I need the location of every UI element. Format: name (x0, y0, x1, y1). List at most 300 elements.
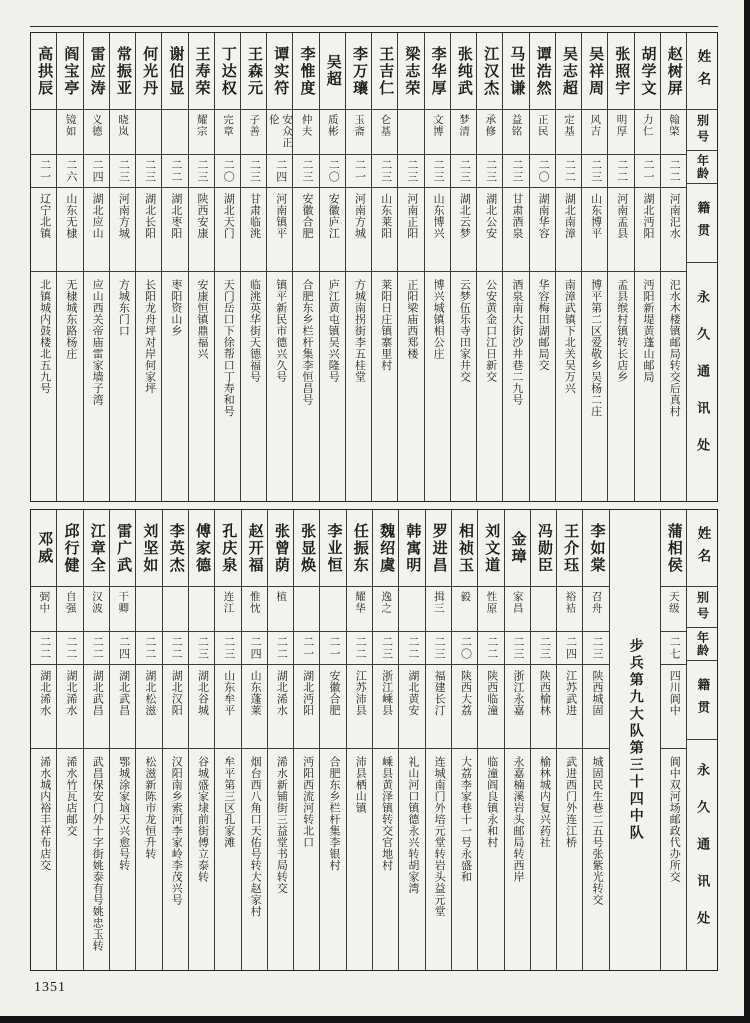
person-column (504, 510, 530, 970)
person-address: 城固民生巷二五号张紫光转交 (590, 756, 603, 906)
person-name: 丁达权 (215, 33, 240, 110)
header-address: 永久通讯处 (695, 289, 711, 475)
roster-table-bottom (30, 509, 718, 971)
person-column (109, 33, 135, 501)
person-address: 嵊县黄泽镇转交官地村 (380, 756, 393, 871)
person-native-place: 湖北浠水 (268, 665, 293, 749)
person-age: 二七 (661, 632, 686, 665)
page-content (30, 26, 718, 971)
person-alias: 完章 (215, 110, 240, 155)
person-native-place: 陕西临潼 (478, 665, 503, 749)
person-age: 二〇 (320, 155, 345, 188)
person-name: 赵开福 (242, 510, 267, 587)
person-alias: 益铭 (503, 110, 528, 155)
person-native-place: 湖北谷城 (189, 665, 214, 749)
person-alias: 子善 (241, 110, 266, 155)
person-column (240, 33, 266, 501)
person-name: 冯勋臣 (531, 510, 556, 587)
person-address: 大荔李家巷十一号永盛和 (459, 756, 472, 883)
person-name: 吴超 (320, 33, 345, 110)
person-name: 张显焕 (294, 510, 319, 587)
person-age: 二三 (373, 632, 398, 665)
person-column (56, 510, 82, 970)
person-alias: 自强 (57, 587, 82, 632)
person-address: 公安黄金口江日新交 (484, 279, 497, 383)
person-address: 礼山河口镇德永兴转胡家湾 (406, 756, 419, 894)
person-address: 酒泉南大街沙井巷二九号 (510, 279, 523, 406)
person-column (56, 33, 82, 501)
unit-section-column: 步兵第九大队第三十四中队 (609, 510, 660, 970)
person-column (266, 33, 292, 501)
person-column (188, 510, 214, 970)
person-name: 王吉仁 (372, 33, 397, 110)
person-native-place: 湖北武昌 (110, 665, 135, 749)
person-native-place: 辽宁北镇 (31, 188, 56, 272)
person-alias: 梦清 (451, 110, 476, 155)
person-address: 临潼阎良镇永和村 (485, 756, 498, 848)
person-alias: 定基 (556, 110, 581, 155)
person-age: 二三 (372, 155, 397, 188)
person-column (582, 510, 608, 970)
person-address: 云梦伍乐寺田家井交 (458, 279, 471, 383)
person-column (581, 33, 607, 501)
person-name: 刘文道 (478, 510, 503, 587)
person-address: 应山西关帝庙雷家墙子湾 (91, 279, 104, 406)
person-native-place: 甘肃酒泉 (503, 188, 528, 272)
person-age: 二四 (110, 632, 135, 665)
person-address: 临洮英华街天德福号 (248, 279, 261, 383)
person-native-place: 山东无棣 (57, 188, 82, 272)
person-address: 武进西门外连江桥 (564, 756, 577, 848)
person-address: 南漳武镇下北关吴万兴 (563, 279, 576, 394)
person-alias (136, 110, 161, 155)
person-name: 李英杰 (163, 510, 188, 587)
person-name: 吴祥周 (582, 33, 607, 110)
person-alias: 耀华 (347, 587, 372, 632)
person-column (109, 510, 135, 970)
person-name: 梁志荣 (398, 33, 423, 110)
person-column (346, 510, 372, 970)
person-address: 汉阳南乡索河李家岭李茂兴号 (170, 756, 183, 906)
person-age: 二三 (426, 632, 451, 665)
person-age: 二六 (57, 155, 82, 188)
person-address: 鄂城涂家垴天兴愈号转 (117, 756, 130, 871)
person-age: 二二 (661, 155, 686, 188)
person-native-place: 山东博平 (582, 188, 607, 272)
person-alias: 义德 (84, 110, 109, 155)
person-address: 阆中双河场邮政代办所交 (668, 756, 681, 883)
header-native: 籍贯 (687, 661, 717, 740)
person-column (424, 33, 450, 501)
person-column (83, 510, 109, 970)
person-name: 李万瓖 (346, 33, 371, 110)
person-alias: 安众正伦 (267, 110, 292, 155)
person-native-place: 浙江永嘉 (505, 665, 530, 749)
person-age: 二一 (635, 155, 660, 188)
person-column (371, 33, 397, 501)
person-age: 二三 (451, 155, 476, 188)
person-column (214, 33, 240, 501)
person-name: 常振亚 (110, 33, 135, 110)
person-native-place: 安徽合肥 (320, 665, 345, 749)
person-age: 二二 (478, 632, 503, 665)
person-age: 二二 (57, 632, 82, 665)
person-native-place: 陕西大荔 (452, 665, 477, 749)
person-age: 二三 (110, 155, 135, 188)
person-native-place: 湖北应山 (84, 188, 109, 272)
person-name: 江章全 (84, 510, 109, 587)
person-age: 二二 (163, 632, 188, 665)
person-alias: 逸之 (373, 587, 398, 632)
person-alias: 连江 (215, 587, 240, 632)
person-alias (531, 587, 556, 632)
person-native-place: 山东牟平 (215, 665, 240, 749)
person-column (319, 33, 345, 501)
person-address: 孟县缑村镇转长店乡 (615, 279, 628, 383)
header-column (686, 510, 717, 970)
person-address: 天门岳口下徐帮口丁寿和号 (222, 279, 235, 417)
person-alias: 植 (268, 587, 293, 632)
person-name: 阎宝亭 (57, 33, 82, 110)
person-address: 合肥东乡栏杆集李恒昌号 (300, 279, 313, 406)
person-address: 榆林城内复兴药社 (538, 756, 551, 848)
person-age: 二三 (531, 632, 556, 665)
person-age: 二二 (399, 632, 424, 665)
header-name: 姓名 (687, 33, 717, 110)
person-native-place: 浙江嵊县 (373, 665, 398, 749)
person-column (660, 510, 686, 970)
person-native-place: 湖北浠水 (31, 665, 56, 749)
person-alias: 性原 (478, 587, 503, 632)
person-age: 二三 (582, 155, 607, 188)
person-age: 二二 (162, 155, 187, 188)
person-column (319, 510, 345, 970)
person-age: 二二 (268, 632, 293, 665)
person-name: 孔庆泉 (215, 510, 240, 587)
page-number: 1351 (34, 980, 66, 995)
person-native-place: 陕西城固 (583, 665, 608, 749)
person-address: 正阳梁庙西郑楼 (405, 279, 418, 360)
person-alias: 明厚 (608, 110, 633, 155)
person-native-place: 河南镇平 (267, 188, 292, 272)
person-alias: 汉波 (84, 587, 109, 632)
person-native-place: 湖北沔阳 (635, 188, 660, 272)
person-address: 永嘉楠溪岩头邮局转西岸 (512, 756, 525, 883)
person-alias (31, 110, 56, 155)
header-native: 籍贯 (687, 184, 717, 263)
person-age: 二三 (505, 632, 530, 665)
person-name: 谭浩然 (530, 33, 555, 110)
person-native-place: 湖南华容 (530, 188, 555, 272)
header-column (686, 33, 717, 501)
person-age: 二二 (136, 632, 161, 665)
person-address: 安康恒镇鼎福兴 (196, 279, 209, 360)
person-alias (163, 587, 188, 632)
person-address: 莱阳日庄镇寨里村 (379, 279, 392, 371)
person-address: 武昌保安门外十字街姚泰有号姚忠玉转 (91, 756, 104, 952)
person-column (161, 33, 187, 501)
person-column (555, 33, 581, 501)
person-native-place: 湖北枣阳 (162, 188, 187, 272)
person-name: 张曾荫 (268, 510, 293, 587)
person-alias: 正民 (530, 110, 555, 155)
person-address: 谷城盛家埭前街傅立泰转 (196, 756, 209, 883)
person-age: 二三 (425, 155, 450, 188)
person-age: 二三 (189, 632, 214, 665)
person-address: 连城南门外培元堂转岩头益元堂 (433, 756, 446, 917)
person-alias (189, 587, 214, 632)
person-native-place: 福建长汀 (426, 665, 451, 749)
scan-edge-bottom (0, 1016, 750, 1023)
person-name: 金璋 (505, 510, 530, 587)
person-column (502, 33, 528, 501)
person-native-place: 河南汜水 (661, 188, 686, 272)
person-native-place: 甘肃临洮 (241, 188, 266, 272)
person-native-place: 河南方城 (346, 188, 371, 272)
person-alias (294, 587, 319, 632)
person-alias: 文博 (425, 110, 450, 155)
person-address: 博平第二区爱敬乡吴杨二庄 (589, 279, 602, 417)
person-name: 谢伯显 (162, 33, 187, 110)
person-age: 二三 (241, 155, 266, 188)
person-name: 雷广武 (110, 510, 135, 587)
person-column (83, 33, 109, 501)
person-alias: 惟忱 (242, 587, 267, 632)
person-alias: 质彬 (320, 110, 345, 155)
header-age: 年龄 (687, 628, 717, 661)
person-name: 邓威 (31, 510, 56, 587)
person-address: 浠水城内裕丰祥布店交 (38, 756, 51, 871)
person-column (529, 33, 555, 501)
person-alias: 翰棨 (661, 110, 686, 155)
person-address: 北镇城内鼓楼北五九号 (38, 279, 51, 394)
person-age: 二二 (347, 632, 372, 665)
person-column (241, 510, 267, 970)
person-age: 二〇 (215, 155, 240, 188)
header-alias: 别号 (687, 587, 717, 628)
person-name: 韩寓明 (399, 510, 424, 587)
person-alias: 承修 (477, 110, 502, 155)
person-name: 江汉杰 (477, 33, 502, 110)
person-column (214, 510, 240, 970)
person-column (397, 33, 423, 501)
person-native-place: 湖北松滋 (136, 665, 161, 749)
person-alias: 召舟 (583, 587, 608, 632)
person-name: 相祯玉 (452, 510, 477, 587)
person-native-place: 湖北黄安 (399, 665, 424, 749)
person-address: 烟台西八角口天佑号转大赵家村 (249, 756, 262, 917)
person-native-place: 四川阆中 (661, 665, 686, 749)
person-native-place: 湖北浠水 (57, 665, 82, 749)
person-name: 胡学文 (635, 33, 660, 110)
person-age: 二一 (31, 155, 56, 188)
person-age: 二四 (557, 632, 582, 665)
person-name: 李如棠 (583, 510, 608, 587)
person-alias (399, 587, 424, 632)
person-name: 任振东 (347, 510, 372, 587)
person-alias: 天级 (661, 587, 686, 632)
roster-table-top (30, 32, 718, 502)
header-alias: 别号 (687, 110, 717, 151)
person-column (31, 510, 56, 970)
person-column (530, 510, 556, 970)
person-column (398, 510, 424, 970)
person-address: 无棣城东路杨庄 (64, 279, 77, 360)
person-native-place: 山东蓬莱 (242, 665, 267, 749)
person-column (162, 510, 188, 970)
person-name: 何光丹 (136, 33, 161, 110)
person-age: 二三 (189, 155, 214, 188)
person-column (634, 33, 660, 501)
person-column (135, 33, 161, 501)
person-age: 二一 (320, 632, 345, 665)
person-age: 二三 (293, 155, 318, 188)
person-name: 傅家德 (189, 510, 214, 587)
person-age: 二三 (215, 632, 240, 665)
person-alias: 仲夫 (293, 110, 318, 155)
person-alias: 力仁 (635, 110, 660, 155)
person-address: 方城东门口 (117, 279, 130, 337)
person-age: 二三 (136, 155, 161, 188)
person-name: 王森元 (241, 33, 266, 110)
person-alias: 玉斋 (346, 110, 371, 155)
person-native-place: 湖北南漳 (556, 188, 581, 272)
person-native-place: 陕西安康 (189, 188, 214, 272)
person-native-place: 湖北长阳 (136, 188, 161, 272)
person-name: 魏绍虞 (373, 510, 398, 587)
person-native-place: 河南正阳 (398, 188, 423, 272)
person-age: 二三 (503, 155, 528, 188)
person-alias (320, 587, 345, 632)
person-age: 二四 (242, 632, 267, 665)
person-native-place: 湖北天门 (215, 188, 240, 272)
person-alias: 耀宗 (189, 110, 214, 155)
person-native-place: 湖北沔阳 (294, 665, 319, 749)
person-column (476, 33, 502, 501)
person-age: 二四 (267, 155, 292, 188)
person-column (450, 33, 476, 501)
person-native-place: 安徽庐江 (320, 188, 345, 272)
person-name: 罗进昌 (426, 510, 451, 587)
person-name: 雷应涛 (84, 33, 109, 110)
person-address: 汜水木楼镇邮局转交后真村 (668, 279, 681, 417)
header-age: 年龄 (687, 151, 717, 184)
person-native-place: 江苏武进 (557, 665, 582, 749)
person-name: 王寿荣 (189, 33, 214, 110)
person-column (188, 33, 214, 501)
person-column (31, 33, 56, 501)
person-name: 刘坚如 (136, 510, 161, 587)
person-address: 长阳龙舟坪对岸何家坪 (143, 279, 156, 394)
person-address: 牟平第三区孔家滩 (222, 756, 235, 848)
person-name: 马世谦 (503, 33, 528, 110)
person-alias: 干卿 (110, 587, 135, 632)
person-age: 二二 (84, 632, 109, 665)
person-address: 镇平新民市德兴久号 (274, 279, 287, 383)
person-native-place: 河南方城 (110, 188, 135, 272)
person-name: 李惟度 (293, 33, 318, 110)
person-name: 邱行健 (57, 510, 82, 587)
person-column (660, 33, 686, 501)
person-native-place: 湖北汉阳 (163, 665, 188, 749)
person-column (135, 510, 161, 970)
person-alias: 毅 (452, 587, 477, 632)
person-address: 方城南拐街李五桂堂 (353, 279, 366, 383)
person-native-place: 山东博兴 (425, 188, 450, 272)
person-age: 二〇 (452, 632, 477, 665)
person-name: 赵树屏 (661, 33, 686, 110)
person-native-place: 河南孟县 (608, 188, 633, 272)
person-name: 蒲相侯 (661, 510, 686, 587)
person-alias: 风吉 (582, 110, 607, 155)
person-name: 高拱辰 (31, 33, 56, 110)
person-age: 二二 (608, 155, 633, 188)
person-native-place: 陕西榆林 (531, 665, 556, 749)
person-address: 沔阳新堤黄蓬山邮局 (642, 279, 655, 383)
person-column (425, 510, 451, 970)
person-alias: 裕袺 (557, 587, 582, 632)
person-column (556, 510, 582, 970)
person-address: 松滋新陈市龙恒升转 (143, 756, 156, 860)
person-native-place: 湖北武昌 (84, 665, 109, 749)
person-column (345, 33, 371, 501)
person-name: 张照宇 (608, 33, 633, 110)
person-address: 沔阳西流河转北口 (301, 756, 314, 848)
person-column (267, 510, 293, 970)
person-alias: 家昌 (505, 587, 530, 632)
person-address: 博兴城镇相公庄 (432, 279, 445, 360)
person-native-place: 湖北云梦 (451, 188, 476, 272)
person-alias: 揖三 (426, 587, 451, 632)
person-address: 合肥东乡栏杆集李银村 (327, 756, 340, 871)
person-address: 浠水竹瓦店邮交 (65, 756, 77, 837)
person-native-place: 安徽合肥 (293, 188, 318, 272)
scan-edge-right (744, 0, 750, 1023)
person-native-place: 湖北公安 (477, 188, 502, 272)
person-native-place: 江苏沛县 (347, 665, 372, 749)
person-age: 二三 (477, 155, 502, 188)
person-age: 二一 (294, 632, 319, 665)
person-column (292, 33, 318, 501)
person-address: 华容梅田湖邮局交 (537, 279, 550, 371)
person-age: 二二 (31, 632, 56, 665)
person-native-place: 山东莱阳 (372, 188, 397, 272)
person-address: 浠水新铺街三益堂书局转交 (275, 756, 288, 894)
person-age: 二二 (556, 155, 581, 188)
person-column (372, 510, 398, 970)
person-address: 庐江黄屯镇吴兴隆号 (327, 279, 340, 383)
person-name: 张纯武 (451, 33, 476, 110)
person-address: 沛县栖山镇 (354, 756, 367, 814)
person-column (477, 510, 503, 970)
person-column (293, 510, 319, 970)
person-age: 二四 (84, 155, 109, 188)
person-column (607, 33, 633, 501)
top-rule-line (30, 26, 718, 27)
person-alias (398, 110, 423, 155)
person-name: 王介珏 (557, 510, 582, 587)
person-alias: 镜如 (57, 110, 82, 155)
person-name: 谭实符 (267, 33, 292, 110)
header-address: 永久通讯处 (695, 762, 711, 948)
person-name: 李华厚 (425, 33, 450, 110)
header-name: 姓名 (687, 510, 717, 587)
person-alias: 弼中 (31, 587, 56, 632)
person-alias (136, 587, 161, 632)
person-alias (162, 110, 187, 155)
person-column (451, 510, 477, 970)
person-alias: 晓岚 (110, 110, 135, 155)
